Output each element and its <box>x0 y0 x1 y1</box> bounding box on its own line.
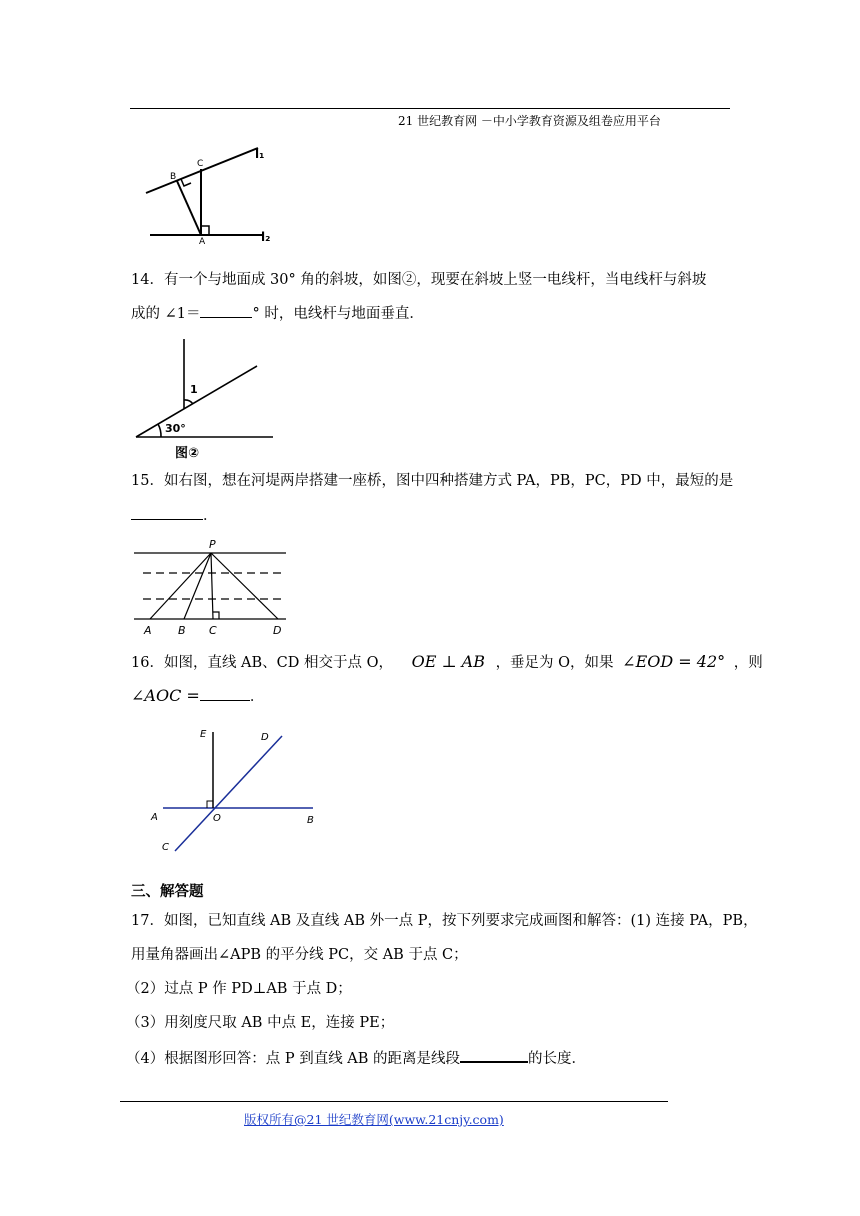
fig13-label-l1: l₁ <box>255 147 265 161</box>
q17-line5-suffix: 的长度． <box>528 1051 587 1067</box>
fig13-label-c: C <box>197 159 204 169</box>
q15-line1: 15．如右图，想在河堤两岸搭建一座桥，图中四种搭建方式 PA，PB，PC，PD 中，最短的是 <box>131 473 734 489</box>
fig13-label-l2: l₂ <box>261 230 271 244</box>
q16-line1-prefix: 16．如图，直线 AB、CD 相交于点 O， <box>131 655 394 671</box>
q16-formula-aoc: ∠AOC = <box>131 686 200 705</box>
fig16-label-b: B <box>307 815 314 826</box>
q16-line1-middle: ，垂足为 O，如果 <box>495 655 614 671</box>
figure-q13 <box>140 140 285 248</box>
q14-line2-prefix: 成的 ∠1＝ <box>131 306 201 322</box>
q17-line2: 用量角器画出∠APB 的平分线 PC，交 AB 于点 C； <box>131 947 468 963</box>
q17-line5 <box>126 1047 586 1069</box>
q17-answer-blank[interactable] <box>460 1047 528 1063</box>
fig16-label-d: D <box>261 732 269 743</box>
q16-answer-blank[interactable] <box>200 686 250 701</box>
q16-formula-perp: OE ⊥ AB <box>411 652 485 671</box>
q17-line3: （2）过点 P 作 PD⊥AB 于点 D； <box>126 981 352 997</box>
q15-answer-blank[interactable] <box>131 505 203 520</box>
fig13-label-b: B <box>170 172 177 182</box>
fig14-caption: 图② <box>175 446 200 460</box>
fig15-label-b: B <box>178 624 186 637</box>
q17-line4: （3）用刻度尺取 AB 中点 E，连接 PE； <box>126 1015 395 1031</box>
q14-line2-suffix: ° 时，电线杆与地面垂直． <box>252 306 424 322</box>
fig16-label-e: E <box>200 729 207 740</box>
q16-line2 <box>131 686 264 707</box>
fig14-angle1-label: 1 <box>190 383 198 396</box>
header-text: 21 世纪教育网 －中小学教育资源及组卷应用平台 <box>398 114 661 128</box>
q17-line1: 17．如图，已知直线 AB 及直线 AB 外一点 P，按下列要求完成画图和解答：(1) 连接 PA，PB， <box>131 913 758 929</box>
q15-line2 <box>131 505 218 526</box>
q16-line2-end: ． <box>249 689 265 705</box>
fig15-label-p: P <box>209 538 216 551</box>
fig13-label-a: A <box>199 237 206 247</box>
q14-answer-blank[interactable] <box>200 303 252 318</box>
fig15-label-c: C <box>209 624 217 637</box>
fig16-label-a: A <box>151 812 158 823</box>
figure-q14 <box>133 336 278 460</box>
section-title: 三、解答题 <box>131 884 204 900</box>
q16-line1 <box>131 652 763 673</box>
q14-line1: 14．有一个与地面成 30° 角的斜坡，如图②，现要在斜坡上竖一电线杆，当电线杆与斜坡 <box>131 272 707 288</box>
figure-q15 <box>128 536 293 640</box>
q16-line1-suffix: ，则 <box>733 655 763 671</box>
fig14-angle30-label: 30° <box>165 422 186 435</box>
fig16-label-c: C <box>162 842 169 853</box>
fig16-label-o: O <box>213 813 221 824</box>
q15-line2-end: ． <box>203 508 218 524</box>
figure-q16 <box>145 720 330 860</box>
fig15-label-a: A <box>144 624 152 637</box>
fig15-label-d: D <box>273 624 282 637</box>
q17-line5-prefix: （4）根据图形回答：点 P 到直线 AB 的距离是线段 <box>126 1051 461 1067</box>
q14-line2 <box>131 303 424 324</box>
footer-rule <box>120 1101 668 1102</box>
q16-formula-eod: ∠EOD = 42° <box>622 652 726 671</box>
footer-copyright-link[interactable]: 版权所有@21 世纪教育网(www.21cnjy.com) <box>244 1112 504 1127</box>
header-rule <box>130 108 730 109</box>
